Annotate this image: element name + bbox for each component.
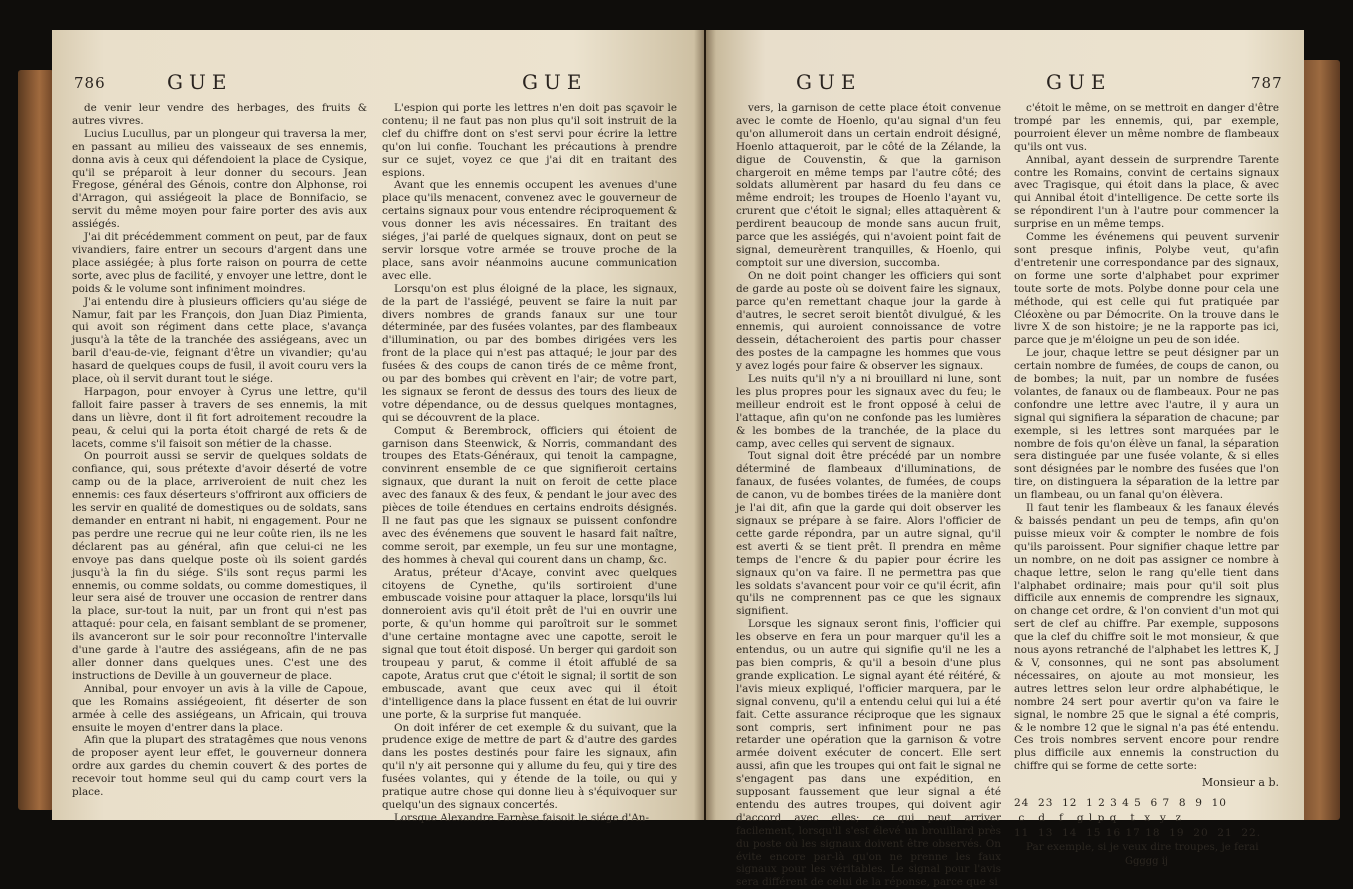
cipher-row: 24 23 12 1 2 3 4 5 6 7 8 9 10 <box>1014 797 1227 810</box>
right-page <box>706 30 1304 889</box>
paragraph: L'espion qui porte les lettres n'en doit pas sçavoir le contenu; il ne faut pas non plus qu'il soit instruit de la clef du chiffre dont on s'est servi pour écrire la lettre qu'on lui confie. Touchant les précautions à prendre sur ce sujet, voyez ce que j'ai dit en traitant des espions. <box>382 102 677 179</box>
paragraph: Les nuits qu'il n'y a ni brouillard ni lune, sont les plus propres pour les signaux avec du feu; le meilleur endroit est le front opposé à celui de l'attaque, afin qu'on ne confonde pas les lumières & les bombes de la tranchée, de la place du camp, avec celles qui servent de signaux. <box>736 373 1001 450</box>
cipher-table <box>1014 796 1279 841</box>
signature-mark: Ggggg ij <box>1124 855 1169 867</box>
text-column-1 <box>736 102 1001 889</box>
paragraph: vers, la garnison de cette place étoit convenue avec le comte de Hoenlo, qu'au signal d'un feu qu'on allumeroit dans un certain endroit désigné, Hoenlo attaqueroit, par le côté de la Zélande, la digue de Couvenstin, & que la garnison chargeroit en même temps par l'autre côté; des soldats allumèrent par hasard du feu dans ce même endroit; les troupes de Hoenlo l'ayant vu, crurent que c'étoit le signal; elles attaquèrent & perdirent beaucoup de monde sans aucun fruit, parce que les assiégés, qui n'avoient point fait de signal, demeurèrent tranquilles, & Hoenlo, qui comptoit sur une diversion, succomba. <box>736 102 1001 269</box>
paragraph: Aratus, préteur d'Acaye, convint avec quelques citoyens de Cynethe, qu'ils sortiroient d'une embuscade voisine pour attaquer la place, lorsqu'ils lui donneroient avis qu'il étoit prêt de l'ui en ouvrir une porte, & qu'un homme qui paroîtroit sur le sommet d'une certaine montagne avec une capotte, seroit le signal que tout étoit disposé. Un berger qui gardoit son troupeau y parut, & comme il étoit affublé de sa capote, Aratus crut que c'étoit le signal; il sortit de son embuscade, avant que ceux avec qui il étoit d'intelligence dans la place fussent en état de lui ouvrir une porte, & la surprise fut manquée. <box>382 566 677 721</box>
cipher-key-word: Monsieur a b. <box>1201 776 1279 790</box>
running-header: GUE <box>167 70 233 94</box>
paragraph: Le jour, chaque lettre se peut désigner par un certain nombre de fumées, de coups de canon, ou de bombes; la nuit, par un nombre de fusées volantes, de fanaux ou de flambeaux. Pour ne pas confondre une lettre avec l'autre, il y aura un signal qui signifiera la séparation de chacune; par exemple, si les lettres sont marquées par le nombre de fois qu'on élève un fanal, la séparation sera distinguée par une fusée volante, & si elles sont désignées par le nombre des fusées que l'on tire, on distinguera la séparation de la lettre par un flambeau, ou un fanal qu'on élèvera. <box>1014 347 1279 502</box>
text-column-2 <box>1014 102 1279 869</box>
paragraph: Lorsque Alexandre Farnèse faisoit le siége d'An- <box>394 811 649 824</box>
paragraph: J'ai dit précédemment comment on peut, par de faux vivandiers, faire entrer un secours d'argent dans une place assiégée; à plus forte raison on pourra de cette sorte, avec plus de facilité, y envoyer une lettre, dont le poids & le volume sont infiniment moindres. <box>72 231 367 295</box>
right-page-edges <box>1300 60 1340 820</box>
paragraph: Comme les événemens qui peuvent survenir sont presque infinis, Polybe veut, qu'afin d'entretenir une correspondance par des signaux, on forme une sorte d'alphabet pour exprimer toute sorte de mots. Polybe donne pour cela une méthode, qui est celle qui fut pratiquée par Cléoxène ou par Démocrite. On la trouve dans le livre X de son histoire; je ne la rapporte pas ici, parce que je m'éloigne un peu de son idée. <box>1014 231 1279 347</box>
left-page <box>52 30 704 824</box>
paragraph: c'étoit le même, on se mettroit en danger d'être trompé par les ennemis, qui, par exemple, pourroient élever un même nombre de flambeaux qu'ils ont vus. <box>1014 102 1279 153</box>
page-number: 786 <box>74 74 106 92</box>
paragraph: On doit inférer de cet exemple & du suivant, que la prudence exige de mettre de part & d'autre des gardes dans les postes destinés pour faire les signaux, afin qu'il n'y ait personne qui y allume du feu, qui y tire des fusées volantes, qui y étende de la toile, ou qui y pratique autre chose qui donne lieu à s'équivoquer sur quelqu'un des signaux concertés. <box>382 721 677 811</box>
paragraph: On pourroit aussi se servir de quelques soldats de confiance, qui, sous prétexte d'avoir déserté de votre camp ou de la place, arriveroient de nuit chez les ennemis: ces faux déserteurs s'offriront aux officiers de les servir en qualité de domestiques ou de soldats, sans demander en entrant ni habit, ni engagement. Pour ne pas perdre une recrue qui ne leur coûte rien, ils ne les déclarent pas au général, afin que celui-ci ne les envoye pas dans quelque poste où ils soient gardés jusqu'à la fin du siége. S'ils sont reçus parmi les ennemis, ou comme soldats, ou comme domestiques, il leur sera aisé de trouver une occasion de rentrer dans la place, sur-tout la nuit, par un front qui n'est pas attaqué: pour cela, en faisant semblant de se promener, ils avanceront sur le soir pour reconnoître l'intervalle d'une garde à l'autre des assiégeans, afin de ne pas aller donner dans quelques unes. C'est une des instructions de Deville à un gouverneur de place. <box>72 450 367 682</box>
cipher-row: c d f g l p q t x y z <box>1014 812 1183 825</box>
running-header: GUE <box>1046 70 1112 94</box>
paragraph: Afin que la plupart des stratagêmes que nous venons de proposer ayent leur effet, le gouverneur donnera ordre aux gardes du chemin couvert & des portes de recevoir tout homme seul qui du camp court vers la place. <box>72 734 367 799</box>
text-column-2 <box>382 102 677 825</box>
paragraph: Par exemple, si je veux dire troupes, je ferai <box>1026 841 1259 854</box>
paragraph: On ne doit point changer les officiers qui sont de garde au poste où se doivent faire les signaux, parce qu'en remettant chaque jour la garde à d'autres, le secret seroit bientôt divulgué, & les ennemis, qui auroient connoissance de votre dessein, détacheroient des partis pour chasser des postes de la campagne les hommes que vous y avez logés pour faire & observer les signaux. <box>736 269 1001 373</box>
paragraph: Annibal, ayant dessein de surprendre Tarente contre les Romains, convint de certains signaux avec Tragisque, qui étoit dans la place, & avec qui Annibal étoit d'intelligence. De cette sorte ils se répondirent l'un à l'autre pour commencer la surprise en un même temps. <box>1014 153 1279 231</box>
paragraph: de venir leur vendre des herbages, des fruits & autres vivres. <box>72 102 367 127</box>
paragraph: Avant que les ennemis occupent les avenues d'une place qu'ils menacent, convenez avec le gouverneur de certains signaux pour vous entendre réciproquement & vous donner les avis nécessaires. En traitant des siéges, j'ai parlé de quelques signaux, dont on peut se servir lorsque votre armée se trouve proche de la place, sans avoir néanmoins aucune communication avec elle. <box>382 179 677 282</box>
page-number: 787 <box>1251 74 1283 92</box>
paragraph: Harpagon, pour envoyer à Cyrus une lettre, qu'il falloit faire passer à travers de ses ennemis, la mit dans un lièvre, dont il fit fort adroitement recoudre la peau, & celui qui la porta étoit chargé de rets & de lacets, comme s'il faisoit son métier de la chasse. <box>72 385 367 450</box>
paragraph: Comput & Berembrock, officiers qui étoient de garnison dans Steenwick, & Norris, commandant des troupes des Etats-Généraux, qui tenoit la campagne, convinrent ensemble de ce que signifieroit certains signaux, que durant la nuit on feroit de cette place avec des fanaux & des feux, & pendant le jour avec des pièces de toile étendues en certains endroits désignés. Il ne faut pas que les signaux se puissent confondre avec des événemens que souvent le hasard fait naître, comme seroit, par exemple, un feu sur une montagne, des hommes à cheval qui courent dans un champ, &c. <box>382 424 677 566</box>
paragraph: Lucius Lucullus, par un plongeur qui traversa la mer, en passant au milieu des vaisseaux de ses ennemis, donna avis à ceux qui défendoient la place de Cysique, qu'il se préparoit à leur donner du secours. Jean Fregose, général des Génois, contre don Alphonse, roi d'Arragon, qui assiégeoit la place de Bonnifacio, se servit du même moyen pour faire porter des avis aux assiégés. <box>72 127 367 231</box>
paragraph: Il faut tenir les flambeaux & les fanaux élevés & baissés pendant un peu de temps, afin qu'on puisse mieux voir & compter le nombre de fois qu'ils paroissent. Pour signifier chaque lettre par un nombre, on ne doit pas assigner ce nombre à chaque lettre, selon le rang qu'elle tient dans l'alphabet ordinaire; mais pour qu'il soit plus difficile aux ennemis de comprendre les signaux, on change cet ordre, & l'on convient d'un mot qui sert de clef au chiffre. Par exemple, supposons que la clef du chiffre soit le mot monsieur, & que nous ayons retranché de l'alphabet les lettres K, J & V, consonnes, qui ne sont pas absolument nécessaires, on ajoute au mot monsieur, les autres lettres selon leur ordre alphabétique, le nombre 24 sert pour avertir qu'on va faire le signal, le nombre 25 que le signal a été compris, & le nombre 12 que le signal n'a pas été entendu. Ces trois nombres servent encore pour rendre plus difficile aux ennemis la construction du chiffre qui se forme de cette sorte: <box>1014 502 1279 773</box>
paragraph: J'ai entendu dire à plusieurs officiers qu'au siége de Namur, fait par les François, don Juan Diaz Pimienta, qui avoit son régiment dans cette place, s'avança jusqu'à la tête de la tranchée des assiégeans, avec un baril d'eau-de-vie, feignant d'être un vivandier; qu'au hasard de quelques coups de fusil, il avoit couru vers la place, où il servit durant tout le siége. <box>72 295 367 386</box>
paragraph: Lorsqu'on est plus éloigné de la place, les signaux, de la part de l'assiégé, peuvent se faire la nuit par divers nombres de grands fanaux sur une tour déterminée, par des fusées volantes, par des flambeaux d'illumination, ou par des bombes dirigées vers les front de la place qui n'est pas attaqué; le jour par des fusées & des coups de canon tirés de ce même front, ou par des bombes qui crèvent en l'air; de votre part, les signaux se feront de dessus des tours des lieux de votre dépendance, ou de dessus quelques montagnes, qui se découvrent de la place. <box>382 282 677 424</box>
paragraph: Annibal, pour envoyer un avis à la ville de Capoue, que les Romains assiégeoient, fit déserter de son armée à celle des assiégeans, un Africain, qui trouva ensuite le moyen d'entrer dans la place. <box>72 682 367 734</box>
left-page-edges <box>18 70 54 810</box>
text-column-1 <box>72 102 367 799</box>
book-gutter <box>694 30 716 820</box>
running-header: GUE <box>796 70 862 94</box>
paragraph: Lorsque les signaux seront finis, l'officier qui les observe en fera un pour marquer qu'il les a entendus, ou un autre qui signifie qu'il ne les a pas bien compris, & qu'il a besoin d'une plus grande explication. Le signal ayant été réitéré, & l'avis mieux expliqué, l'officier marquera, par le signal convenu, qu'il a entendu celui qui lui a été fait. Cette assurance réciproque que les signaux sont compris, sert infiniment pour ne pas retarder une opération que la garnison & votre armée doivent exécuter de concert. Elle sert aussi, afin que les troupes qui ont fait le signal ne s'engagent pas dans une expédition, en supposant faussement que leur signal a été entendu des autres troupes, qui doivent agir d'accord avec elles; ce qui peut arriver facilement, lorsqu'il s'est élevé un brouillard près du poste où les signaux doivent être observés. On évite encore par-là qu'on ne prenne les faux signaux pour les véritables. Le signal pour l'avis sera différent de celui de la réponse, parce que si <box>736 618 1001 889</box>
running-header: GUE <box>522 70 588 94</box>
cipher-row: 11 13 14 15 16 17 18 19 20 21 22. <box>1014 827 1262 840</box>
paragraph: Tout signal doit être précédé par un nombre déterminé de flambeaux d'illuminations, de fanaux, de fusées volantes, de fumées, de coups de canon, vu de bombes tirées de la manière dont je l'ai dit, afin que la garde qui doit observer les signaux se prépare à se faire. Alors l'officier de cette garde répondra, par un autre signal, qu'il est averti & se tient prêt. Il prendra en même temps de l'encre & du papier pour écrire les signaux qu'on va faire. Il ne permettra pas que les soldats s'avancent pour voir ce qu'il écrit, afin qu'ils ne comprennent pas ce que les signaux signifient. <box>736 450 1001 618</box>
